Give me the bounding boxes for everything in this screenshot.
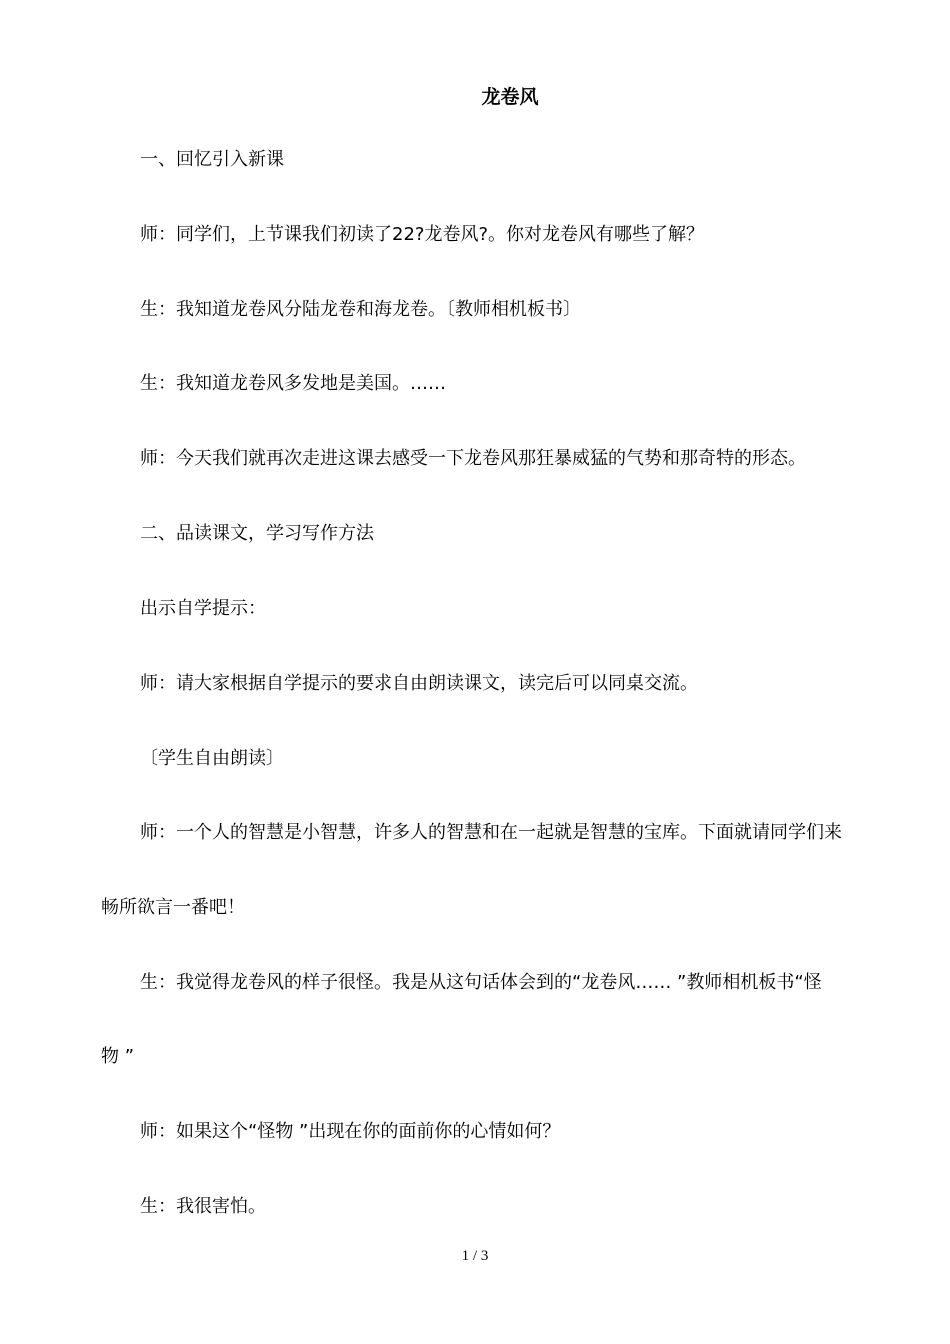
section-heading-1: 一、回忆引入新课 <box>140 149 284 170</box>
paragraph-continuation: 畅所欲言一番吧！ <box>101 897 245 918</box>
page-number: 1 / 3 <box>461 1248 489 1264</box>
paragraph: 〔学生自由朗读〕 <box>140 748 284 769</box>
paragraph: 生：我知道龙卷风分陆龙卷和海龙卷。〔教师相机板书〕 <box>140 299 581 320</box>
paragraph: 生：我觉得龙卷风的样子很怪。我是从这句话体会到的“龙卷风…… ”教师相机板书“怪 <box>140 972 822 993</box>
paragraph: 师：一个人的智慧是小智慧，许多人的智慧和在一起就是智慧的宝库。下面就请同学们来 <box>140 822 842 843</box>
section-heading-2: 二、品读课文，学习写作方法 <box>140 523 374 544</box>
paragraph: 生：我很害怕。 <box>140 1196 266 1217</box>
paragraph: 师：请大家根据自学提示的要求自由朗读课文，读完后可以同桌交流。 <box>140 673 698 694</box>
paragraph: 师：今天我们就再次走进这课去感受一下龙卷风那狂暴威猛的气势和那奇特的形态。 <box>140 448 806 469</box>
paragraph: 出示自学提示： <box>140 598 266 619</box>
document-title: 龙卷风 <box>481 86 539 108</box>
paragraph: 生：我知道龙卷风多发地是美国。…… <box>140 373 446 394</box>
paragraph-continuation: 物 ” <box>101 1046 135 1067</box>
paragraph: 师：如果这个“怪物 ”出现在你的面前你的心情如何？ <box>140 1121 561 1142</box>
paragraph: 师：同学们，上节课我们初读了22?龙卷风?。你对龙卷风有哪些了解？ <box>140 224 705 245</box>
